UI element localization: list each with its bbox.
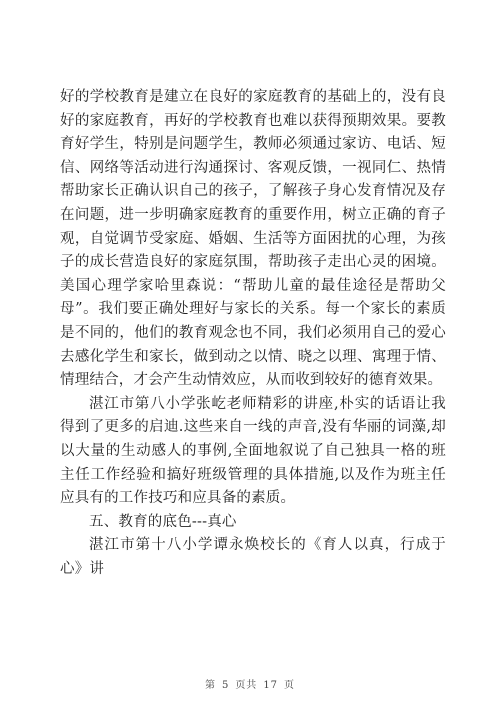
section-heading: 五、教育的底色---真心 bbox=[89, 513, 237, 530]
page-footer bbox=[0, 676, 500, 691]
footer-suffix: 页 bbox=[284, 680, 296, 691]
paragraph-principal-lecture: 湛江市第十八小学谭永焕校长的《育人以真，行成于心》讲 bbox=[60, 537, 446, 577]
footer-middle: 页共 bbox=[235, 680, 258, 691]
footer-total-pages: 17 bbox=[263, 680, 279, 691]
footer-page-number: 5 bbox=[221, 680, 230, 691]
body-text bbox=[60, 86, 446, 581]
paragraph-lecture-review: 湛江市第八小学张屹老师精彩的讲座,朴实的话语让我得到了更多的启迪.这些来自一线的声音,没有华丽的词藻,却以大量的生动感人的事例,全面地叙说了自己独具一格的班主任工作经验和搞好班级管理的具体措施,以及作为班主任应具有的工作技巧和应具备的素质。 bbox=[60, 395, 446, 507]
footer-prefix: 第 bbox=[204, 680, 216, 691]
paragraph-family-education: 好的学校教育是建立在良好的家庭教育的基础上的，没有良好的家庭教育，再好的学校教育也难以获得预期效果。要教育好学生，特别是问题学生，教师必须通过家访、电话、短信、网络等活动进行沟通探讨、客观反馈，一视同仁、热情帮助家长正确认识自己的孩子，了解孩子身心发育情况及存在问题，进一步明确家庭教育的重要作用，树立正确的育子观，自觉调节受家庭、婚姻、生活等方面困扰的心理，为孩子的成长营造良好的家庭氛围，帮助孩子走出心灵的困境。美国心理学家哈里森说：“帮助儿童的最佳途径是帮助父母”。我们要正确处理好与家长的关系。每一个家长的素质是不同的，他们的教育观念也不同，我们必须用自己的爱心去感化学生和家长，做到动之以情、晓之以理、寓理于情、情理结合，才会产生动情效应，从而收到较好的德育效果。 bbox=[60, 89, 446, 389]
